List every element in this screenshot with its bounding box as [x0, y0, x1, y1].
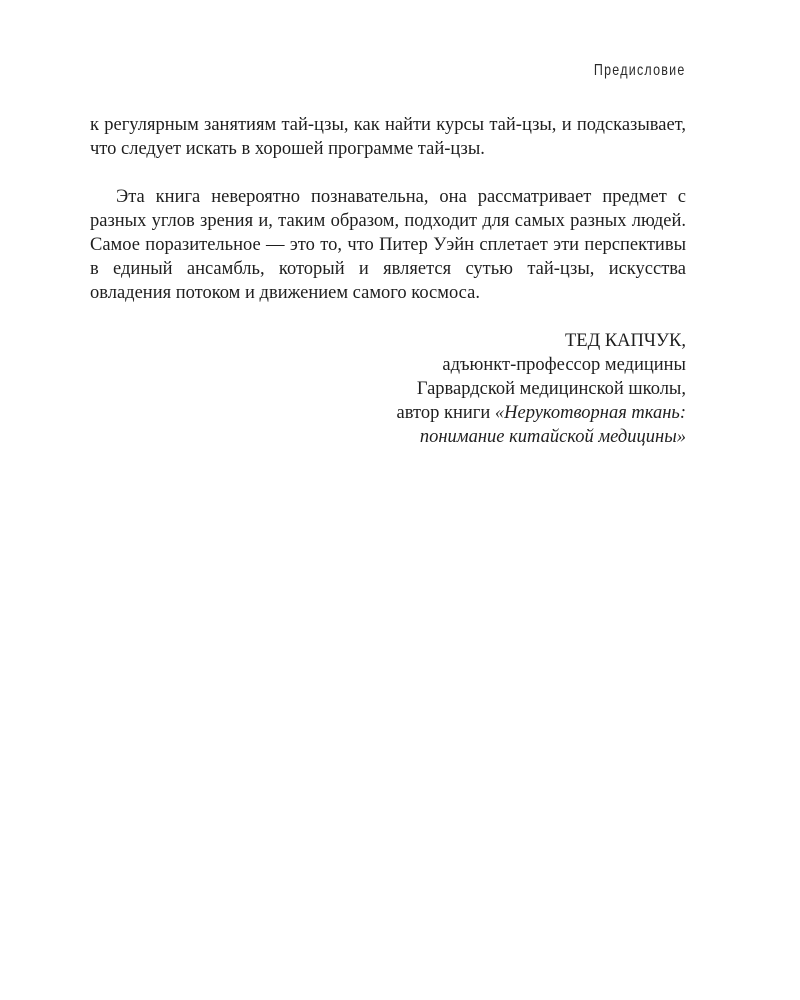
paragraph-continued: к регулярным занятиям тай-цзы, как найти курсы тай-цзы, и подсказывает, что следует искать в хорошей программе тай-цзы. [90, 115, 686, 159]
signature-title-line-1: адъюнкт-профессор медицины [442, 355, 686, 375]
signature-book-line [397, 401, 686, 425]
running-head-title: Предисловие [594, 62, 686, 79]
signature-book-prefix: автор книги [396, 403, 495, 423]
body-text [90, 113, 686, 305]
signature-name: ТЕД КАПЧУК, [565, 331, 686, 351]
signature-block [397, 329, 686, 449]
signature-book-title-part-1: «Нерукотворная ткань: [494, 403, 686, 423]
signature-book-title-part-2: понимание китайской медицины» [419, 427, 686, 447]
paragraph-main: Эта книга невероятно познавательна, она рассматривает предмет с разных углов зрения и, таким образом, подходит для самых разных людей. Самое поразительное — это то, что Питер Уэйн сплетает эти перспективы в единый ансамбль, который и является сутью тай-цзы, искусства овладения потоком и движением самого космоса. [90, 187, 686, 303]
signature-title-line-2: Гарвардской медицинской школы, [416, 379, 686, 399]
